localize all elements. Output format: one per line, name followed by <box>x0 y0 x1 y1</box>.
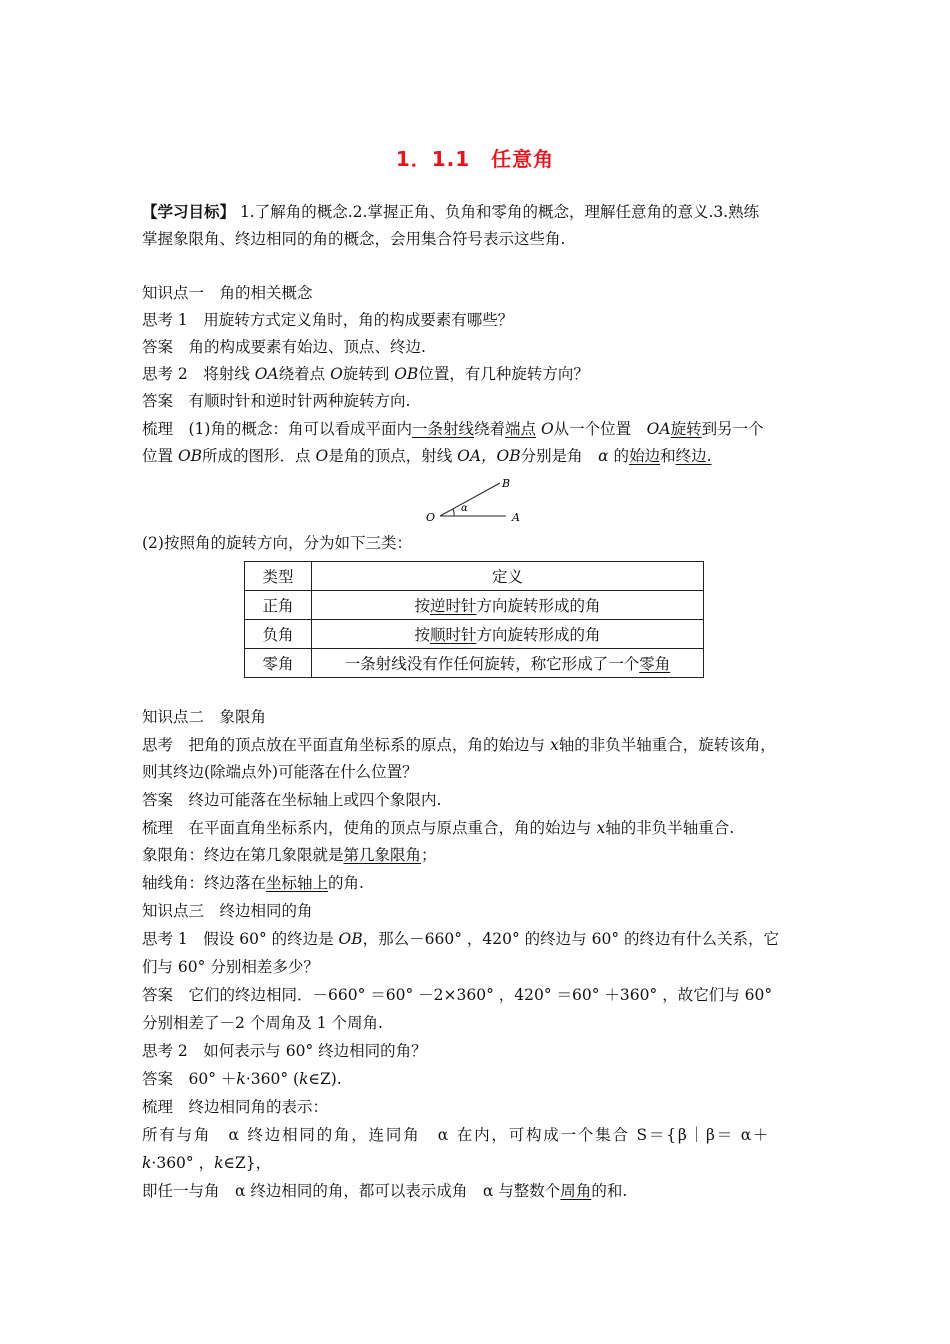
type-cell: 负角 <box>245 620 312 649</box>
question-text: ，那么－660° ，420° 的终边与 60° 的终边有什么关系，它 <box>362 930 780 948</box>
kp3-question-1b: 们与 60° 分别相差多少？ <box>142 958 319 976</box>
point-o: O <box>536 420 554 438</box>
definition-text: 按 <box>414 597 430 615</box>
definition-text: 一条射线没有作任何旋转，称它形成了一个 <box>344 655 640 673</box>
ray-oa: OA <box>646 420 671 438</box>
type-cell: 零角 <box>245 649 312 678</box>
kp2-answer: 答案 终边可能落在坐标轴上或四个象限内. <box>142 791 442 809</box>
summary-text: 所成的图形．点 <box>202 447 316 465</box>
question-text: 思考 把角的顶点放在平面直角坐标系的原点，角的始边与 <box>142 736 550 754</box>
kp3-answer-1b: 分别相差了－2 个周角及 1 个周角. <box>142 1014 383 1032</box>
kp3-summary-3 <box>142 1181 627 1201</box>
summary-text: 到另一个 <box>701 420 764 438</box>
k-symbol: k <box>214 1154 224 1172</box>
summary-text: 位置 <box>142 447 178 465</box>
type-cell: 正角 <box>245 591 312 620</box>
summary-text: 梳理 (1)角的概念：角可以看成平面内 <box>142 420 412 438</box>
definition-cell <box>312 591 704 620</box>
table-row <box>245 649 704 678</box>
summary-text: 从一个位置 <box>553 420 647 438</box>
blank-answer: 顺时针 <box>429 626 477 644</box>
summary-text: 梳理 在平面直角坐标系内，使角的顶点与原点重合，角的始边与 <box>142 819 597 837</box>
q2-text: 位置，有几种旋转方向？ <box>418 365 589 383</box>
summary-text: 的和. <box>591 1182 628 1200</box>
kp3-question-1 <box>142 929 779 949</box>
definition-text: 象限角：终边在第几象限就是 <box>142 846 344 864</box>
kp1-heading: 知识点一 角的相关概念 <box>142 284 313 302</box>
objectives-label: 【学习目标】 <box>142 202 236 221</box>
point-o: O <box>330 365 343 383</box>
label-a: A <box>512 511 520 524</box>
summary-text: 的 <box>608 447 630 465</box>
rays: OA，OB <box>457 447 521 465</box>
ray-ob: OB <box>338 930 363 948</box>
kp2-heading: 知识点二 象限角 <box>142 708 267 726</box>
label-alpha: α <box>461 503 468 514</box>
definition-text: 方向旋转形成的角 <box>476 626 601 644</box>
table-header: 类型 <box>245 562 312 591</box>
ray-oa: OA <box>254 365 279 383</box>
blank-answer: 逆时针 <box>429 597 477 615</box>
summary-text: 是角的顶点，射线 <box>328 447 458 465</box>
answer-text: 答案 60° ＋ <box>142 1070 237 1088</box>
kp3-summary-2 <box>142 1153 271 1173</box>
kp3-answer-1: 答案 它们的终边相同．－660° ＝60° －2×360° ，420° ＝60° ＋360° ，故它们与 60° <box>142 986 773 1004</box>
definition-text: ； <box>421 846 437 864</box>
point-o: O <box>315 447 329 465</box>
table-row <box>245 620 704 649</box>
angle-types-table <box>244 561 704 678</box>
table-header: 定义 <box>312 562 704 591</box>
definition-text: 轴线角：终边落在 <box>142 874 267 892</box>
angle-arc <box>453 509 454 516</box>
q2-text: 绕着点 <box>278 365 331 383</box>
k-symbol: k <box>236 1070 246 1088</box>
blank-answer: 零角 <box>639 655 671 673</box>
x-axis-symbol: x <box>596 819 606 837</box>
kp1-answer-1: 答案 角的构成要素有始边、顶点、终边. <box>142 338 426 356</box>
definition-text: 按 <box>414 626 430 644</box>
definition-cell <box>312 649 704 678</box>
kp1-classify: (2)按照角的旋转方向，分为如下三类： <box>142 534 412 552</box>
kp1-answer-2: 答案 有顺时针和逆时针两种旋转方向. <box>142 392 411 410</box>
kp3-summary: 梳理 终边相同角的表示： <box>142 1098 329 1116</box>
blank-answer: 一条射线 <box>411 420 474 438</box>
kp1-question-1: 思考 1 用旋转方式定义角时，角的构成要素有哪些？ <box>142 311 514 329</box>
blank-answer: 旋转 <box>670 420 702 438</box>
ray-ob: OB <box>394 365 419 383</box>
summary-text: ·360° ， <box>151 1154 215 1172</box>
summary-text: 和 <box>660 447 676 465</box>
kp1-summary-1 <box>142 419 764 439</box>
definition-cell <box>312 620 704 649</box>
objectives-line-1 <box>142 202 759 222</box>
blank-answer: 第几象限角 <box>343 846 422 864</box>
k-symbol: k <box>299 1070 309 1088</box>
summary-text: 分别是角 <box>520 447 599 465</box>
answer-text: ·360° ( <box>245 1070 300 1088</box>
definition-text: 方向旋转形成的角 <box>476 597 601 615</box>
k-symbol: k <box>142 1154 152 1172</box>
objectives-line-2: 掌握象限角、终边相同的角的概念，会用集合符号表示这些角. <box>142 230 566 248</box>
answer-text: ∈Z). <box>308 1070 342 1088</box>
kp2-axis-angle <box>142 873 364 893</box>
blank-answer: 坐标轴上 <box>266 874 329 892</box>
definition-text: 的角. <box>328 874 364 892</box>
summary-text: 轴的非负半轴重合. <box>605 819 735 837</box>
blank-answer: 始边 <box>629 447 661 465</box>
blank-answer: 周角 <box>560 1182 592 1200</box>
page-title: 1．1.1 任意角 <box>395 147 555 171</box>
table-header-row <box>245 562 704 591</box>
summary-text: 绕着 <box>473 420 505 438</box>
kp3-summary-1: 所有与角 α 终边相同的角，连同角 α 在内，可构成一个集合 S＝{β｜β＝ α＋ <box>142 1126 771 1144</box>
alpha-symbol: α <box>598 447 609 465</box>
label-o: O <box>426 511 436 524</box>
x-axis-symbol: x <box>549 736 559 754</box>
q2-text: 思考 2 将射线 <box>142 365 255 383</box>
label-b: B <box>502 477 511 490</box>
summary-text: 即任一与角 α 终边相同的角，都可以表示成角 α 与整数个 <box>142 1182 561 1200</box>
table-row <box>245 591 704 620</box>
kp3-question-2: 思考 2 如何表示与 60° 终边相同的角？ <box>142 1042 427 1060</box>
ray-ob-line <box>440 483 500 516</box>
objectives-text-1: 1.了解角的概念.2.掌握正角、负角和零角的概念，理解任意角的意义.3.熟练 <box>235 203 760 221</box>
blank-answer: 终边. <box>675 447 712 465</box>
blank-answer: 端点 <box>505 420 537 438</box>
summary-text: ∈Z}， <box>223 1154 272 1172</box>
kp1-summary-2 <box>142 446 712 466</box>
kp2-question-line-1 <box>142 735 776 755</box>
ray-ob: OB <box>177 447 203 465</box>
kp2-quadrant-angle <box>142 845 437 865</box>
angle-figure <box>420 474 540 526</box>
kp2-question-line-2: 则其终边(除端点外)可能落在什么位置？ <box>142 763 418 781</box>
question-text: 轴的非负半轴重合，旋转该角， <box>558 736 776 754</box>
q2-text: 旋转到 <box>342 365 395 383</box>
kp2-summary <box>142 818 734 838</box>
kp3-heading: 知识点三 终边相同的角 <box>142 902 313 920</box>
question-text: 思考 1 假设 60° 的终边是 <box>142 930 339 948</box>
kp1-question-2 <box>142 364 589 384</box>
kp3-answer-2 <box>142 1069 342 1089</box>
